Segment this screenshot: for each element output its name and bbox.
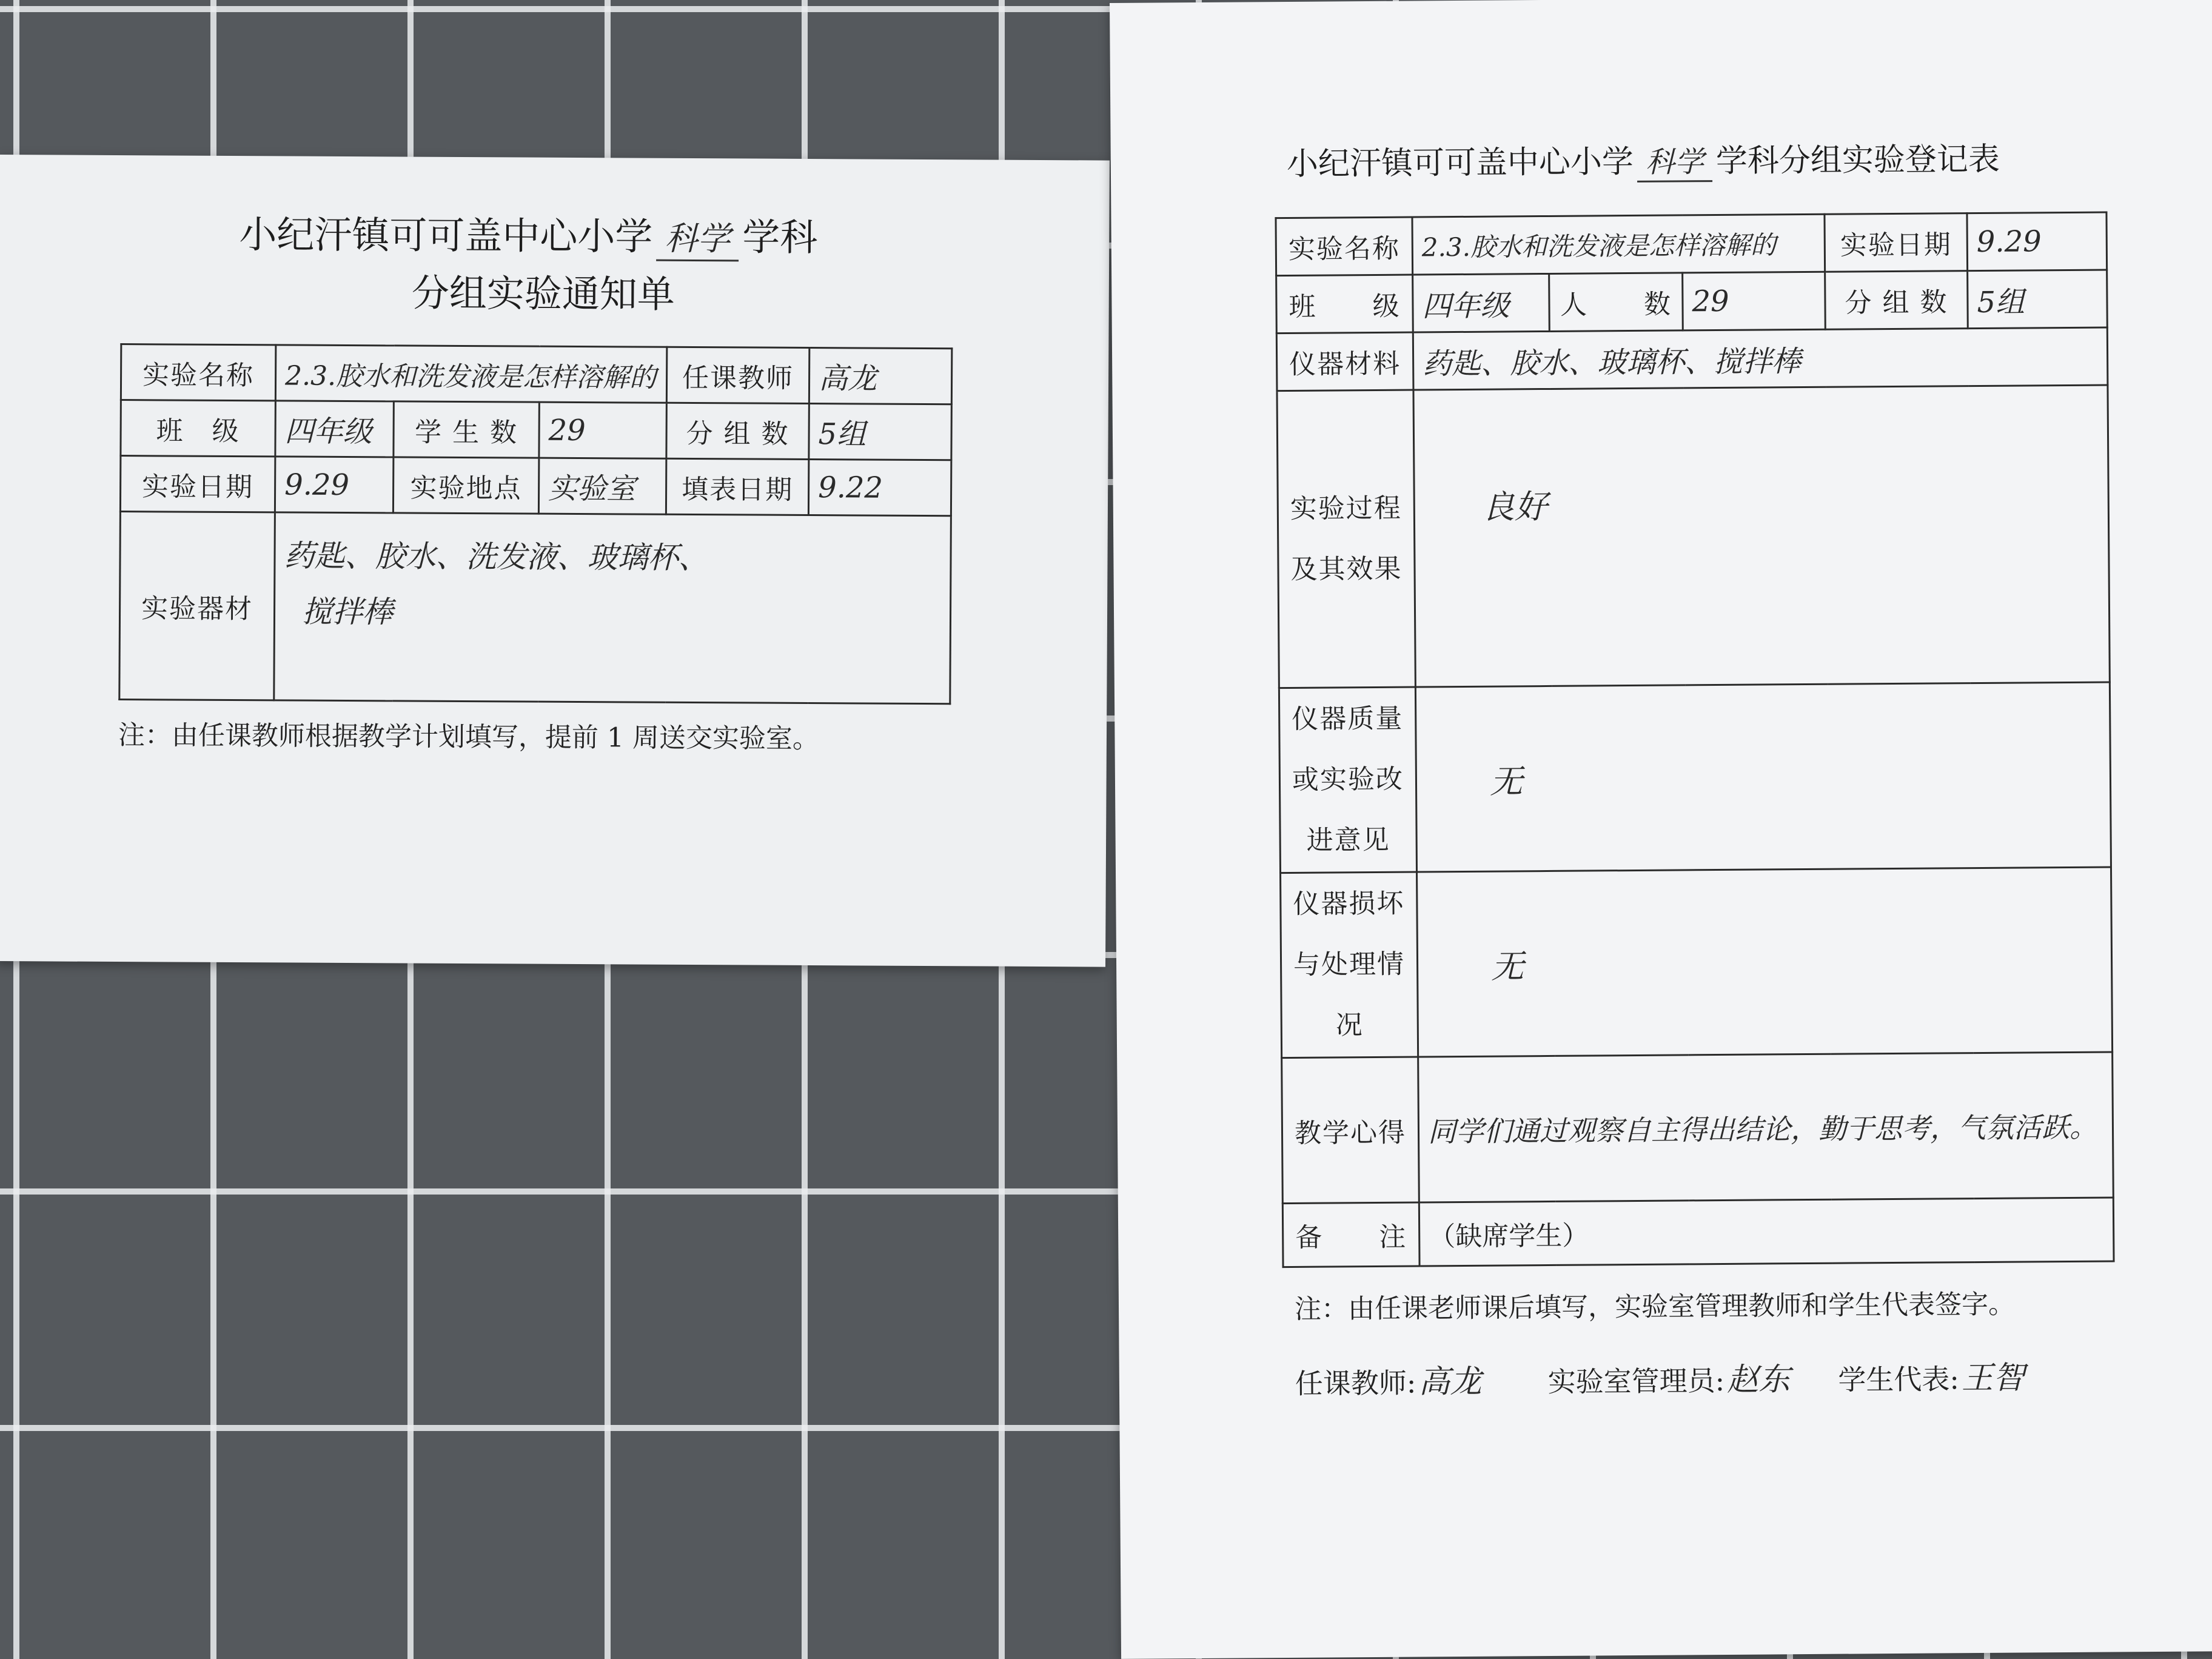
label-class: 班 级	[121, 400, 275, 457]
experiment-notice-sheet	[0, 155, 1110, 967]
reg-label-quality-text: 仪器质量或实验改进意见	[1292, 703, 1404, 856]
reg-value-exp-date	[1967, 212, 2107, 271]
value-materials	[274, 512, 951, 704]
groups-handwriting: 5组	[818, 417, 866, 452]
reg-label-damage-text: 仪器损坏与处理情况	[1293, 888, 1406, 1041]
reg-value-class	[1413, 273, 1550, 332]
reg-value-damage	[1417, 867, 2113, 1057]
reg-label-reflection: 教学心得	[1282, 1057, 1419, 1204]
notice-title-line2: 分组实验通知单	[411, 270, 675, 317]
reg-value-quality	[1415, 682, 2111, 872]
register-title-prefix: 小纪汗镇可可盖中心小学	[1286, 143, 1634, 183]
reg-value-exp-name	[1412, 214, 1825, 275]
notice-title-suffix: 学科	[742, 215, 818, 260]
reg-label-exp-date: 实验日期	[1825, 213, 1968, 272]
reg-label-process	[1277, 390, 1415, 688]
student-signature: 王智	[1961, 1359, 2025, 1397]
label-exp-name: 实验名称	[121, 344, 275, 401]
notice-title-line1	[239, 204, 817, 262]
value-exp-name	[275, 345, 667, 403]
signature-row	[1295, 1352, 2031, 1402]
reg-exp-date-handwriting: 9.29	[1976, 224, 2042, 260]
reg-value-groups	[1968, 270, 2108, 329]
admin-signature-label: 实验室管理员:	[1547, 1364, 1725, 1399]
reg-exp-name-handwriting: 2.3.胶水和洗发液是怎样溶解的	[1421, 230, 1777, 263]
value-groups	[809, 403, 951, 460]
admin-signature: 赵东	[1726, 1361, 1791, 1398]
label-date: 实验日期	[120, 456, 275, 512]
experiment-register-sheet	[1110, 0, 2212, 1659]
label-place: 实验地点	[393, 457, 538, 514]
notice-title-subject: 科学	[665, 219, 731, 258]
reg-label-remarks: 备 注	[1282, 1202, 1419, 1267]
notice-footnote: 注：由任课教师根据教学计划填写，提前 1 周送交实验室。	[118, 720, 820, 755]
notice-title-prefix: 小纪汗镇可可盖中心小学	[239, 212, 653, 259]
register-footnote: 注：由任课老师课后填写，实验室管理教师和学生代表签字。	[1294, 1289, 2016, 1325]
reg-people-handwriting: 29	[1692, 284, 1729, 319]
reg-value-instruments	[1413, 327, 2108, 390]
register-title-subject: 科学	[1645, 145, 1704, 179]
reg-value-people	[1683, 272, 1826, 330]
reg-value-remarks: （缺席学生）	[1419, 1198, 2114, 1266]
reg-reflection-handwriting: 同学们通过观察自主得出结论，勤于思考，气氛活跃。	[1427, 1110, 2098, 1148]
register-form-table	[1275, 212, 2114, 1269]
value-fill-date	[808, 459, 951, 515]
teacher-signature: 高龙	[1418, 1363, 1482, 1401]
reg-value-process	[1413, 385, 2110, 687]
student-signature-label: 学生代表:	[1838, 1362, 1960, 1396]
materials-line2: 搅拌棒	[301, 594, 394, 630]
reg-label-instruments: 仪器材料	[1276, 332, 1413, 391]
label-teacher: 任课教师	[666, 347, 809, 403]
register-title-suffix: 学科分组实验登记表	[1715, 141, 2000, 180]
reg-label-damage	[1281, 872, 1418, 1058]
materials-line1: 药匙、胶水、洗发液、玻璃杯、	[284, 538, 709, 576]
students-handwriting: 29	[548, 413, 586, 447]
value-date	[275, 457, 393, 513]
reg-instruments-handwriting: 药匙、胶水、玻璃杯、搅拌棒	[1422, 344, 1801, 381]
label-groups: 分 组 数	[666, 403, 809, 459]
register-title	[1287, 133, 2000, 185]
class-handwriting: 四年级	[284, 414, 372, 449]
notice-form-table	[118, 343, 953, 705]
reg-process-handwriting: 良好	[1481, 487, 1548, 526]
label-students: 学 生 数	[394, 401, 539, 458]
value-students	[539, 402, 667, 458]
value-place	[538, 458, 666, 514]
value-teacher	[809, 347, 951, 404]
date-handwriting: 9.29	[284, 467, 350, 502]
reg-quality-handwriting: 无	[1489, 762, 1523, 801]
teacher-handwriting: 高龙	[818, 361, 877, 396]
exp-name-handwriting: 2.3.胶水和洗发液是怎样溶解的	[284, 360, 657, 394]
place-handwriting: 实验室	[548, 471, 636, 506]
reg-label-people: 人 数	[1549, 273, 1683, 332]
fill-date-handwriting: 9.22	[818, 470, 883, 505]
value-class	[275, 401, 394, 457]
reg-label-exp-name: 实验名称	[1276, 217, 1413, 276]
reg-label-quality	[1279, 687, 1416, 873]
reg-label-process-text: 实验过程及其效果	[1290, 492, 1403, 585]
reg-label-groups: 分 组 数	[1825, 271, 1968, 330]
reg-groups-handwriting: 5组	[1977, 284, 2025, 320]
reg-value-reflection	[1418, 1052, 2114, 1202]
teacher-signature-label: 任课教师:	[1295, 1366, 1416, 1400]
reg-class-handwriting: 四年级	[1422, 288, 1510, 323]
reg-label-class: 班 级	[1276, 275, 1413, 333]
label-fill-date: 填表日期	[666, 458, 808, 515]
label-materials: 实验器材	[119, 512, 275, 700]
reg-damage-handwriting: 无	[1490, 947, 1524, 986]
